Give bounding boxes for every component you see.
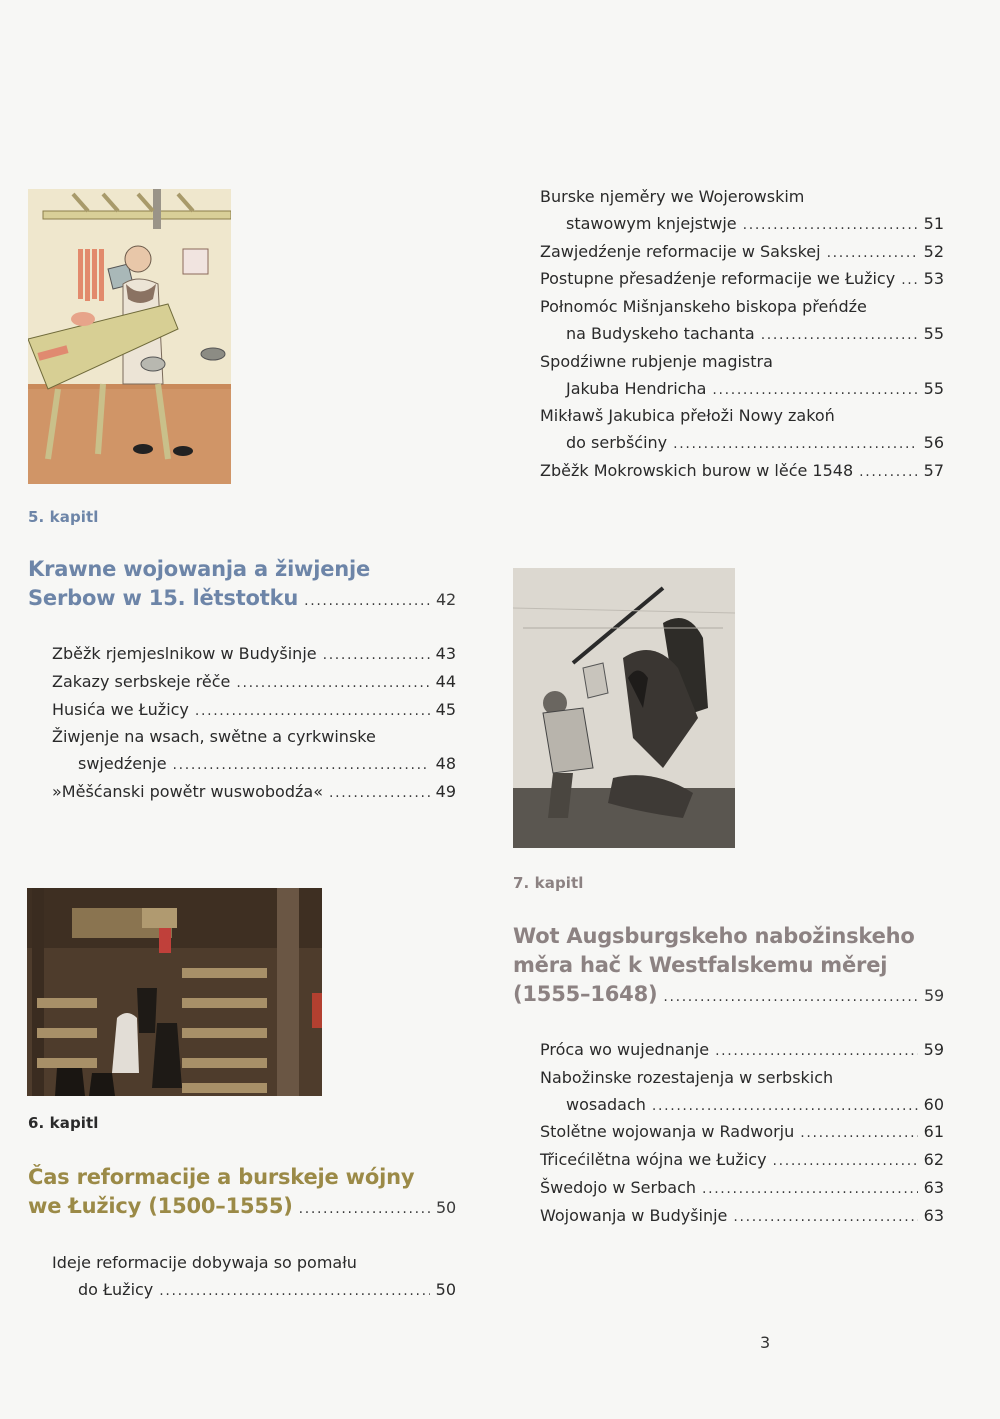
dot-leader (773, 1148, 918, 1175)
toc-entry[interactable]: Nabožinske rozestajenja w serbskich wosadach . . . 60 (540, 1065, 944, 1120)
toc-entry[interactable]: Połnomóc Mišnjanskeho biskopa přeńdźe na Budyskeho tachanta . . . 55 (540, 294, 944, 349)
toc-entry[interactable]: Burske njeměry we Wojerowskim stawowym knjejstwje . . . 51 (540, 184, 944, 239)
dot-leader (743, 212, 918, 239)
chapter-6-title-line1: Čas reformacije a burskeje wójny (28, 1165, 415, 1189)
dot-leader (859, 459, 918, 486)
toc-entry[interactable]: Zběžk Mokrowskich burow w lěće 1548 . . . 57 (540, 458, 944, 486)
chapter-7-title[interactable] (513, 922, 944, 1012)
dot-leader (901, 267, 917, 294)
dot-leader (173, 752, 430, 779)
toc-entry[interactable]: Stolětne wojowanja w Radworju . . . 61 (540, 1119, 944, 1147)
chapter-7-toc (540, 1037, 944, 1231)
illustration-battle-icon (513, 568, 735, 848)
dot-leader (323, 642, 430, 669)
chapter-7-title-line1: Wot Augsburgskeho nabožinskeho (513, 924, 915, 948)
chapter-7-title-line2: měra hač k Westfalskemu měrej (513, 953, 888, 977)
dot-leader (761, 322, 918, 349)
dot-leader (673, 431, 918, 458)
illustration-butcher-icon (28, 189, 231, 484)
page-number: 3 (760, 1333, 771, 1352)
dot-leader (304, 587, 430, 616)
dot-leader (299, 1195, 430, 1224)
illustration-church-icon (27, 888, 322, 1096)
chapter-7-label: 7. kapitl (513, 874, 584, 892)
dot-leader (195, 698, 430, 725)
chapter-6-continued-toc (540, 184, 944, 486)
church-interior-painting (27, 888, 322, 1096)
dot-leader (663, 983, 918, 1012)
battle-etching (513, 568, 735, 848)
dot-leader (652, 1093, 918, 1120)
toc-entry[interactable]: Žiwjenje na wsach, swětne a cyrkwinske swjedźenje . . . 48 (52, 724, 456, 779)
dot-leader (702, 1176, 918, 1203)
chapter-5-title-line2: Serbow w 15. lětstotku (28, 586, 299, 610)
butcher-illustration (28, 189, 231, 484)
chapter-5-toc (52, 641, 456, 807)
toc-entry[interactable]: Třicećilětna wójna we Łužicy . . . 62 (540, 1147, 944, 1175)
chapter-5-page: 42 (436, 590, 456, 609)
dot-leader (827, 240, 918, 267)
toc-entry[interactable]: Spodźiwne rubjenje magistra Jakuba Hendricha . . . 55 (540, 349, 944, 404)
dot-leader (733, 1204, 917, 1231)
chapter-6-toc (52, 1250, 456, 1305)
toc-entry[interactable]: Wojowanja w Budyšinje . . . 63 (540, 1203, 944, 1231)
dot-leader (712, 377, 917, 404)
dot-leader (236, 670, 429, 697)
chapter-5-title-line1: Krawne wojowanja a žiwjenje (28, 557, 371, 581)
toc-entry[interactable]: Zawjedźenje reformacije w Sakskej . . . 52 (540, 239, 944, 267)
toc-entry[interactable]: Zakazy serbskeje rěče . . . 44 (52, 669, 456, 697)
chapter-5-title[interactable] (28, 555, 456, 616)
dot-leader (800, 1120, 917, 1147)
toc-entry[interactable]: Zběžk rjemjeslnikow w Budyšinje . . . 43 (52, 641, 456, 669)
toc-entry[interactable]: Mikławš Jakubica přełoži Nowy zakoń do serbšćiny . . . 56 (540, 403, 944, 458)
chapter-6-label: 6. kapitl (28, 1114, 99, 1132)
toc-entry[interactable]: Husića we Łužicy . . . 45 (52, 697, 456, 725)
chapter-6-title[interactable] (28, 1163, 456, 1224)
toc-entry[interactable]: Postupne přesadźenje reformacije we Łužicy . . . 53 (540, 266, 944, 294)
chapter-6-page: 50 (436, 1198, 456, 1217)
toc-entry[interactable]: »Měšćanski powětr wuswobodźa« . . . 49 (52, 779, 456, 807)
dot-leader (715, 1038, 918, 1065)
toc-entry[interactable]: Próca wo wujednanje . . . 59 (540, 1037, 944, 1065)
chapter-5-label: 5. kapitl (28, 508, 99, 526)
toc-entry[interactable]: Šwedojo w Serbach . . . 63 (540, 1175, 944, 1203)
chapter-7-title-line3: (1555–1648) (513, 982, 658, 1006)
dot-leader (329, 780, 430, 807)
toc-entry[interactable]: Ideje reformacije dobywaja so pomału do Łužicy . . . 50 (52, 1250, 456, 1305)
chapter-7-page: 59 (924, 986, 944, 1005)
chapter-6-title-line2: we Łužicy (1500–1555) (28, 1194, 293, 1218)
dot-leader (159, 1278, 429, 1305)
